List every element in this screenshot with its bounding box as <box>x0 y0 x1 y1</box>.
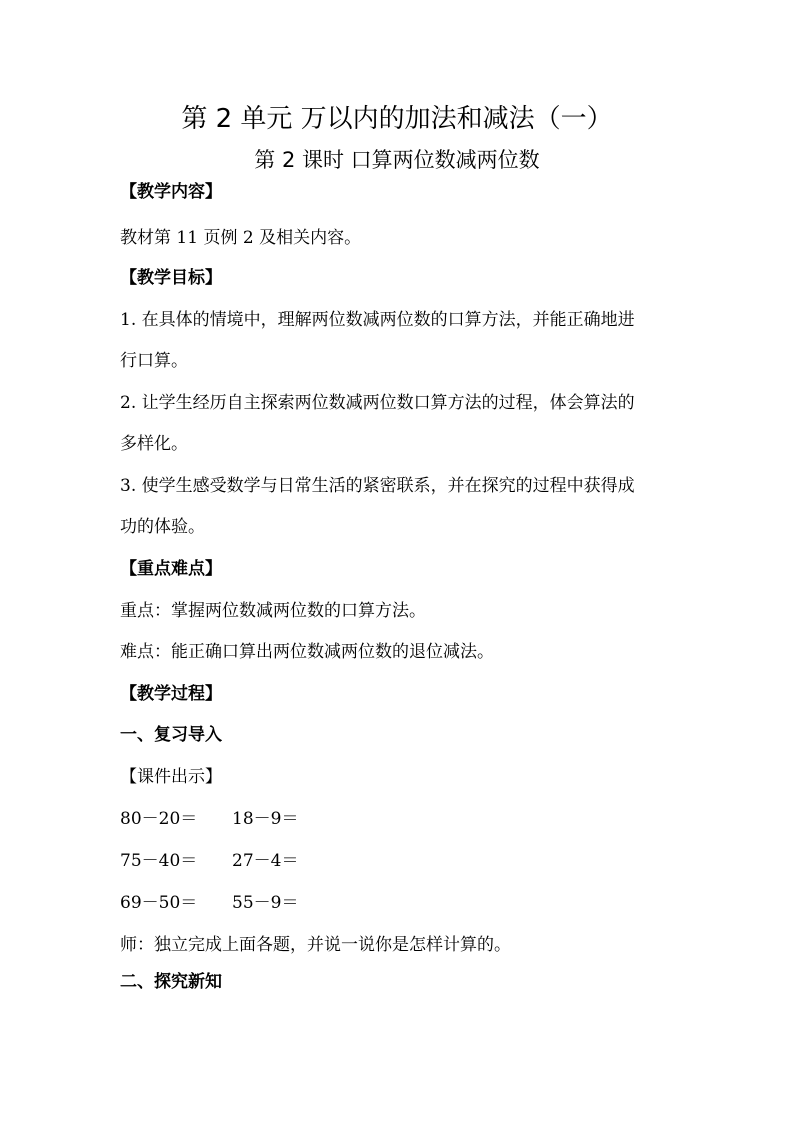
calc-4: 27－4＝ <box>232 851 299 871</box>
lesson-subtitle: 第 2 课时 口算两位数减两位数 <box>254 148 540 172</box>
difficult-point: 难点：能正确口算出两位数减两位数的退位减法。 <box>120 642 494 662</box>
key-heading: 【重点难点】 <box>120 559 222 579</box>
calc-3: 75－40＝ <box>120 851 198 871</box>
section-2-heading: 二、探究新知 <box>120 972 222 992</box>
teacher-instruction: 师：独立完成上面各题，并说一说你是怎样计算的。 <box>120 935 511 955</box>
goal-2-line-1: 2. 让学生经历自主探索两位数减两位数口算方法的过程，体会算法的 <box>120 393 635 413</box>
calc-2: 18－9＝ <box>232 809 299 829</box>
calc-5: 69－50＝ <box>120 893 198 913</box>
process-heading: 【教学过程】 <box>120 684 222 704</box>
calc-6: 55－9＝ <box>232 893 299 913</box>
goal-3-line-1: 3. 使学生感受数学与日常生活的紧密联系，并在探究的过程中获得成 <box>120 476 635 496</box>
goal-1-line-2: 行口算。 <box>120 351 188 371</box>
goal-3-line-2: 功的体验。 <box>120 517 205 537</box>
content-heading: 【教学内容】 <box>120 182 222 202</box>
calc-1: 80－20＝ <box>120 809 198 829</box>
section-1-heading: 一、复习导入 <box>120 725 222 745</box>
goal-2-line-2: 多样化。 <box>120 434 188 454</box>
content-text: 教材第 11 页例 2 及相关内容。 <box>120 228 362 248</box>
goals-heading: 【教学目标】 <box>120 268 222 288</box>
key-point: 重点：掌握两位数减两位数的口算方法。 <box>120 601 426 621</box>
courseware-label: 【课件出示】 <box>120 767 222 787</box>
unit-title: 第 2 单元 万以内的加法和减法（一） <box>181 104 613 134</box>
goal-1-line-1: 1. 在具体的情境中，理解两位数减两位数的口算方法，并能正确地进 <box>120 310 635 330</box>
